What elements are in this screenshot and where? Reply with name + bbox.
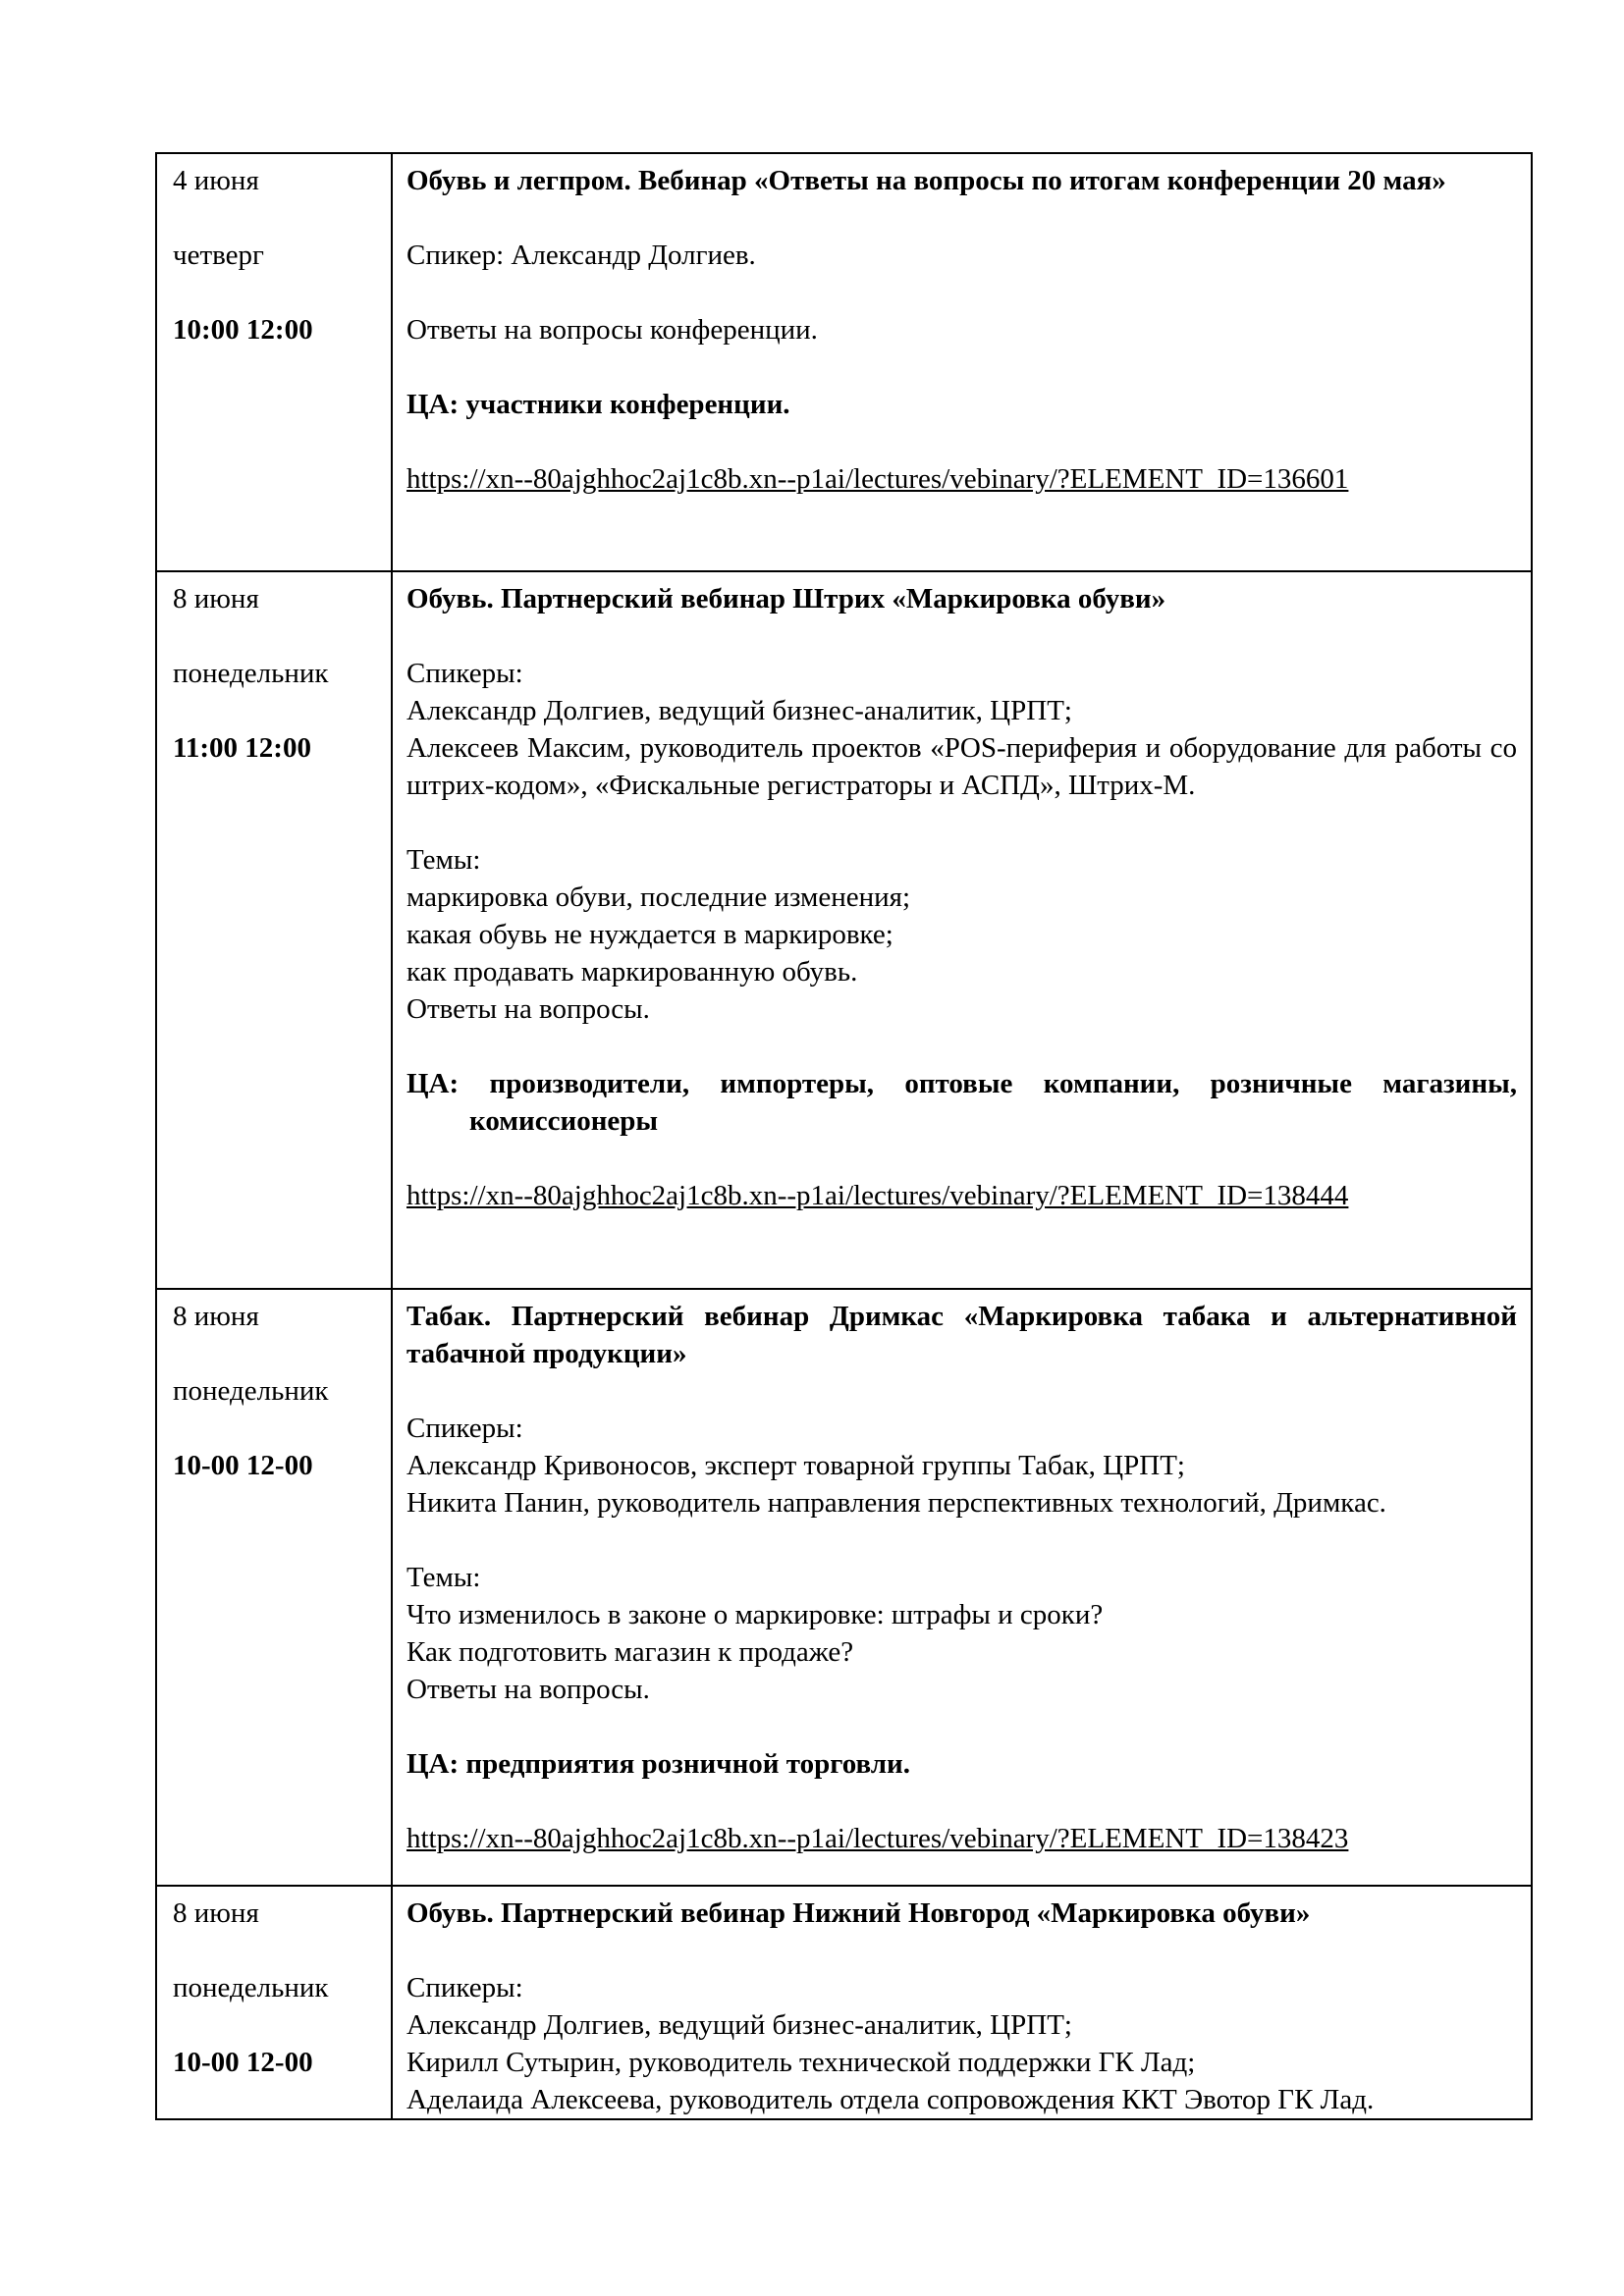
info-cell xyxy=(392,571,1532,1289)
info-cell xyxy=(392,1289,1532,1886)
event-date: 8 июня xyxy=(173,1301,259,1332)
topic-item: маркировка обуви, последние изменения; xyxy=(406,881,911,913)
event-time: 10-00 12-00 xyxy=(173,1450,313,1481)
date-cell xyxy=(156,153,392,571)
webinar-schedule-table xyxy=(155,152,1533,2120)
table-row xyxy=(156,1289,1532,1886)
table-row xyxy=(156,153,1532,571)
speaker-item: Аделаида Алексеева, руководитель отдела сопровождения ККТ Эвотор ГК Лад. xyxy=(406,2084,1375,2115)
topic-item: Как подготовить магазин к продаже? xyxy=(406,1636,854,1668)
speakers-label: Спикеры: xyxy=(406,1972,523,2003)
info-cell xyxy=(392,153,1532,571)
event-weekday: четверг xyxy=(173,240,264,271)
table-row xyxy=(156,571,1532,1289)
event-speakers: Спикер: Александр Долгиев. xyxy=(406,240,756,271)
speakers-label: Спикеры: xyxy=(406,658,523,689)
event-audience: ЦА: предприятия розничной торговли. xyxy=(406,1748,910,1780)
event-audience: ЦА: производители, импортеры, оптовые компании, розничные магазины, комиссионеры xyxy=(406,1068,1517,1137)
topic-item: какая обувь не нуждается в маркировке; xyxy=(406,919,893,950)
event-weekday: понедельник xyxy=(173,1972,329,2003)
event-weekday: понедельник xyxy=(173,1375,329,1407)
event-link[interactable]: https://xn--80ajghhoc2aj1c8b.xn--p1ai/lectures/vebinary/?ELEMENT_ID=136601 xyxy=(406,463,1349,495)
event-date: 4 июня xyxy=(173,165,259,196)
info-cell xyxy=(392,1886,1532,2119)
event-time: 10-00 12-00 xyxy=(173,2047,313,2078)
speaker-item: Кирилл Сутырин, руководитель технической поддержки ГК Лад; xyxy=(406,2047,1196,2078)
date-cell xyxy=(156,1289,392,1886)
event-time: 11:00 12:00 xyxy=(173,732,311,764)
event-time: 10:00 12:00 xyxy=(173,314,313,346)
speaker-item: Александр Долгиев, ведущий бизнес-аналитик, ЦРПТ; xyxy=(406,695,1072,726)
event-date: 8 июня xyxy=(173,1897,259,1929)
speaker-item: Алексеев Максим, руководитель проектов «POS-периферия и оборудование для работы со штрих-кодом», «Фискальные регистраторы и АСПД», Штрих-М. xyxy=(406,732,1517,801)
event-audience: ЦА: участники конференции. xyxy=(406,389,790,420)
speaker-item: Александр Кривоносов, эксперт товарной группы Табак, ЦРПТ; xyxy=(406,1450,1185,1481)
topic-item: Ответы на вопросы. xyxy=(406,1674,650,1705)
speaker-item: Никита Панин, руководитель направления перспективных технологий, Дримкас. xyxy=(406,1487,1386,1519)
event-link[interactable]: https://xn--80ajghhoc2aj1c8b.xn--p1ai/lectures/vebinary/?ELEMENT_ID=138423 xyxy=(406,1823,1349,1854)
topics-label: Темы: xyxy=(406,844,481,876)
speaker-item: Александр Долгиев, ведущий бизнес-аналитик, ЦРПТ; xyxy=(406,2009,1072,2041)
date-cell xyxy=(156,571,392,1289)
topic-item: Ответы на вопросы. xyxy=(406,993,650,1025)
topic-item: как продавать маркированную обувь. xyxy=(406,956,858,988)
topics-label: Темы: xyxy=(406,1562,481,1593)
table-row xyxy=(156,1886,1532,2119)
speakers-label: Спикеры: xyxy=(406,1413,523,1444)
event-title: Табак. Партнерский вебинар Дримкас «Маркировка табака и альтернативной табачной продукции» xyxy=(406,1301,1517,1369)
topic-item: Что изменилось в законе о маркировке: штрафы и сроки? xyxy=(406,1599,1104,1630)
event-summary: Ответы на вопросы конференции. xyxy=(406,314,818,346)
event-weekday: понедельник xyxy=(173,658,329,689)
event-link[interactable]: https://xn--80ajghhoc2aj1c8b.xn--p1ai/lectures/vebinary/?ELEMENT_ID=138444 xyxy=(406,1180,1349,1211)
event-date: 8 июня xyxy=(173,583,259,614)
event-title: Обувь. Партнерский вебинар Нижний Новгород «Маркировка обуви» xyxy=(406,1897,1311,1929)
date-cell xyxy=(156,1886,392,2119)
event-title: Обувь и легпром. Вебинар «Ответы на вопросы по итогам конференции 20 мая» xyxy=(406,165,1446,196)
event-title: Обувь. Партнерский вебинар Штрих «Маркировка обуви» xyxy=(406,583,1166,614)
